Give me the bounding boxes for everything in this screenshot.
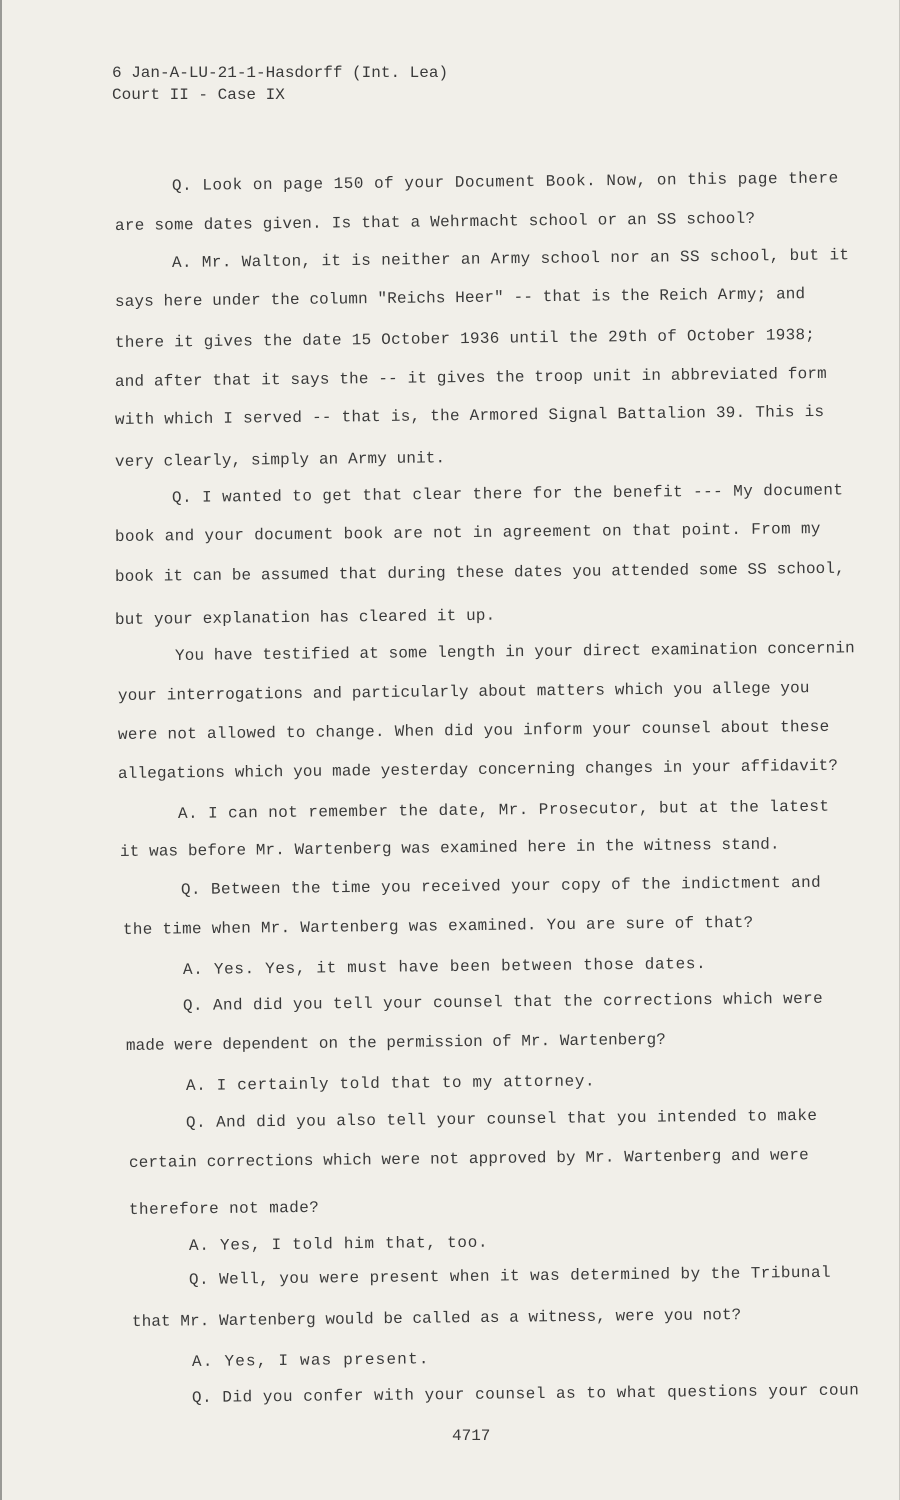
transcript-line: were not allowed to change. When did you inform your counsel about these bbox=[117, 717, 830, 744]
transcript-line: with which I served -- that is, the Armored Signal Battalion 39. This is bbox=[114, 402, 825, 429]
transcript-line: Q. And did you also tell your counsel that you intended to make bbox=[185, 1106, 818, 1132]
transcript-line: You have testified at some length in your direct examination concernin bbox=[174, 639, 855, 665]
transcript-line: your interrogations and particularly about matters which you allege you bbox=[117, 679, 810, 705]
transcript-line: allegations which you made yesterday concerning changes in your affidavit? bbox=[117, 756, 839, 783]
transcript-line: Q. Look on page 150 of your Document Book. Now, on this page there bbox=[171, 169, 839, 195]
transcript-line: Q. Did you confer with your counsel as to what questions your coun bbox=[191, 1381, 860, 1407]
transcript-line: therefore not made? bbox=[128, 1198, 320, 1219]
transcript-line: A. I certainly told that to my attorney. bbox=[185, 1072, 596, 1095]
transcript-line: it was before Mr. Wartenberg was examined here in the witness stand. bbox=[119, 835, 780, 861]
transcript-line: A. Yes. Yes, it must have been between those dates. bbox=[182, 955, 707, 979]
transcript-line: very clearly, simply an Army unit. bbox=[114, 449, 446, 471]
transcript-line: A. Yes, I was present. bbox=[191, 1350, 430, 1371]
transcript-line: Q. Well, you were present when it was determined by the Tribunal bbox=[188, 1263, 832, 1289]
document-header bbox=[112, 62, 448, 106]
page-number: 4717 bbox=[452, 1427, 491, 1445]
header-reference: 6 Jan-A-LU-21-1-Hasdorff (Int. Lea) bbox=[112, 64, 449, 82]
transcript-line: says here under the column "Reichs Heer" -- that is the Reich Army; and bbox=[114, 285, 806, 311]
transcript-line: are some dates given. Is that a Wehrmacht school or an SS school? bbox=[114, 209, 756, 235]
transcript-line: but your explanation has cleared it up. bbox=[114, 606, 496, 629]
transcript-line: A. Yes, I told him that, too. bbox=[188, 1233, 489, 1255]
transcript-line: certain corrections which were not approved by Mr. Wartenberg and were bbox=[128, 1146, 809, 1172]
transcript-line: Q. I wanted to get that clear there for the benefit --- My document bbox=[171, 481, 844, 507]
transcript-line: Q. And did you tell your counsel that the corrections which were bbox=[182, 989, 824, 1015]
transcript-line: Q. Between the time you received your copy of the indictment and bbox=[180, 873, 822, 899]
transcript-line: A. I can not remember the date, Mr. Prosecutor, but at the latest bbox=[177, 797, 830, 823]
transcript-line: there it gives the date 15 October 1936 until the 29th of October 1938; bbox=[114, 326, 816, 352]
transcript-line: and after that it says the -- it gives the troop unit in abbreviated form bbox=[114, 364, 827, 391]
transcript-line: book and your document book are not in agreement on that point. From my bbox=[114, 519, 821, 546]
transcript-line: book it can be assumed that during these dates you attended some SS school, bbox=[114, 559, 845, 586]
header-court-case: Court II - Case IX bbox=[112, 86, 285, 104]
transcript-line: that Mr. Wartenberg would be called as a witness, were you not? bbox=[131, 1306, 742, 1331]
transcript-line: A. Mr. Walton, it is neither an Army school nor an SS school, but it bbox=[171, 246, 850, 272]
transcript-line: made were dependent on the permission of Mr. Wartenberg? bbox=[125, 1030, 667, 1055]
transcript-line: the time when Mr. Wartenberg was examined. You are sure of that? bbox=[122, 913, 754, 939]
